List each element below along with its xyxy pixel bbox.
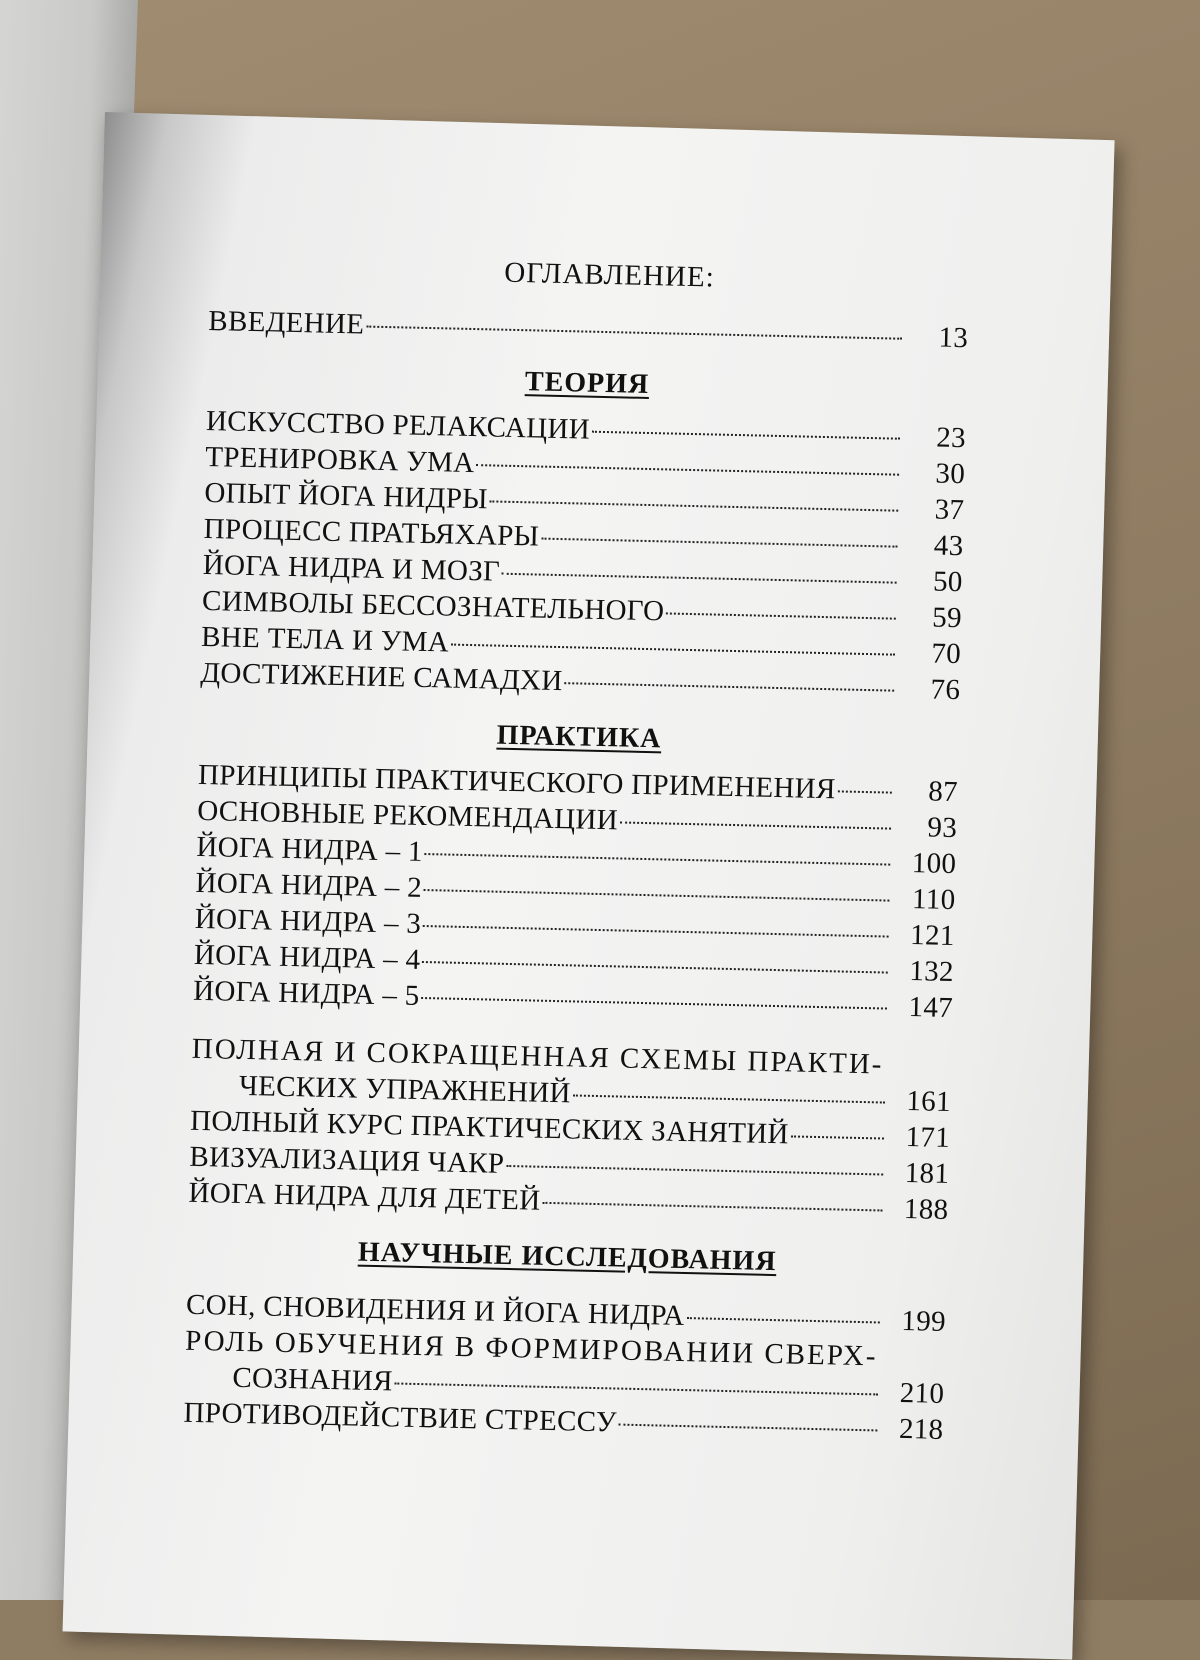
- entry-title: ДОСТИЖЕНИЕ САМАДХИ: [200, 656, 563, 698]
- dot-leader: [666, 612, 896, 619]
- dot-leader: [837, 790, 891, 793]
- entry-title: ЙОГА НИДРА И МОЗГ: [202, 548, 501, 588]
- section-heading-theory: ТЕОРИЯ: [524, 366, 650, 400]
- page-number: 147: [908, 991, 954, 1025]
- entry-title: ТРЕНИРОВКА УМА: [204, 440, 475, 480]
- entry-title: ВВЕДЕНИЕ: [208, 304, 365, 341]
- entry-title: ИСКУССТВО РЕЛАКСАЦИИ: [205, 404, 591, 446]
- page-number: 181: [904, 1157, 950, 1191]
- entry-title: ВИЗУАЛИЗАЦИЯ ЧАКР: [189, 1140, 505, 1180]
- dot-leader: [425, 853, 891, 866]
- entry-title: ЙОГА НИДРА – 4: [193, 938, 421, 976]
- page-number: 23: [935, 421, 967, 455]
- entry-title: ОПЫТ ЙОГА НИДРЫ: [204, 476, 489, 516]
- page-number: 121: [909, 919, 955, 953]
- page-number: 50: [932, 565, 964, 599]
- dot-leader: [791, 1135, 884, 1139]
- page-number: 30: [935, 457, 966, 491]
- page-number: 59: [931, 601, 963, 635]
- entry-title: ЙОГА НИДРА – 2: [195, 866, 423, 904]
- entry-title: ОСНОВНЫЕ РЕКОМЕНДАЦИИ: [196, 794, 619, 837]
- entry-title: СИМВОЛЫ БЕССОЗНАТЕЛЬНОГО: [201, 584, 665, 628]
- dot-leader: [395, 1382, 879, 1395]
- section-theory-entries: [200, 403, 966, 708]
- entry-title-line1: ПОЛНАЯ И СОКРАЩЕННАЯ СХЕМЫ ПРАКТИ-: [191, 1032, 884, 1081]
- page-number: 171: [905, 1121, 951, 1155]
- dot-leader: [506, 1165, 883, 1176]
- toc-title: ОГЛАВЛЕНИЕ:: [503, 256, 716, 294]
- dot-leader: [502, 573, 897, 584]
- page-number: 210: [899, 1376, 945, 1410]
- page-number: 199: [901, 1304, 947, 1338]
- entry-title-line1: РОЛЬ ОБУЧЕНИЯ В ФОРМИРОВАНИИ СВЕРХ-: [184, 1324, 878, 1373]
- page-number: 188: [903, 1192, 949, 1226]
- entry-title: ВНЕ ТЕЛА И УМА: [200, 620, 450, 659]
- dot-leader: [423, 925, 889, 938]
- page-number: 132: [909, 955, 955, 989]
- page-number: 70: [931, 637, 962, 671]
- page-number: 87: [927, 775, 959, 809]
- section-heading-research: НАУЧНЫЕ ИССЛЕДОВАНИЯ: [357, 1236, 777, 1278]
- entry-title: ЙОГА НИДРА – 5: [192, 974, 420, 1012]
- dot-leader: [573, 1094, 885, 1103]
- entry-title: ПРОЦЕСС ПРАТЬЯХАРЫ: [203, 512, 540, 553]
- dot-leader: [476, 464, 899, 476]
- dot-leader: [490, 500, 899, 511]
- section-research-entries: [183, 1287, 946, 1448]
- entry-title: ЙОГА НИДРА – 1: [196, 830, 424, 868]
- dot-leader: [424, 889, 890, 902]
- page-number: 37: [934, 493, 965, 527]
- entry-title-line2: СОЗНАНИЯ: [232, 1361, 394, 1398]
- entry-title: ЙОГА НИДРА – 3: [194, 902, 422, 940]
- table-of-contents: [183, 250, 970, 1470]
- dot-leader: [620, 821, 891, 829]
- section-heading-practice: ПРАКТИКА: [496, 719, 662, 755]
- dot-leader: [542, 1202, 882, 1212]
- dot-leader: [686, 1317, 879, 1323]
- page-number: 13: [938, 321, 969, 355]
- entry-title: ПРИНЦИПЫ ПРАКТИЧЕСКОГО ПРИМЕНЕНИЯ: [197, 758, 836, 806]
- page-number: 100: [911, 847, 957, 881]
- page-number: 76: [930, 673, 961, 707]
- entry-title: СОН, СНОВИДЕНИЯ И ЙОГА НИДРА: [185, 1288, 685, 1333]
- entry-title: ЙОГА НИДРА ДЛЯ ДЕТЕЙ: [188, 1176, 541, 1217]
- toc-entry-intro: [208, 303, 969, 356]
- dot-leader: [592, 431, 900, 440]
- entry-title: ПРОТИВОДЕЙСТВИЕ СТРЕССУ: [183, 1396, 618, 1439]
- dot-leader: [565, 682, 895, 691]
- section-practice-entries: [188, 757, 958, 1228]
- page-number: 218: [898, 1412, 944, 1446]
- dot-leader: [366, 326, 902, 340]
- dot-leader: [619, 1424, 878, 1432]
- page-number: 161: [906, 1085, 952, 1119]
- entry-title: ПОЛНЫЙ КУРС ПРАКТИЧЕСКИХ ЗАНЯТИЙ: [189, 1104, 790, 1151]
- entry-title-line2: ЧЕСКИХ УПРАЖНЕНИЙ: [238, 1069, 572, 1110]
- dot-leader: [451, 644, 895, 656]
- page-number: 93: [927, 811, 958, 845]
- page-number: 43: [933, 529, 964, 563]
- page-number: 110: [911, 883, 956, 917]
- dot-leader: [541, 538, 897, 548]
- dot-leader: [422, 961, 888, 974]
- dot-leader: [421, 997, 887, 1010]
